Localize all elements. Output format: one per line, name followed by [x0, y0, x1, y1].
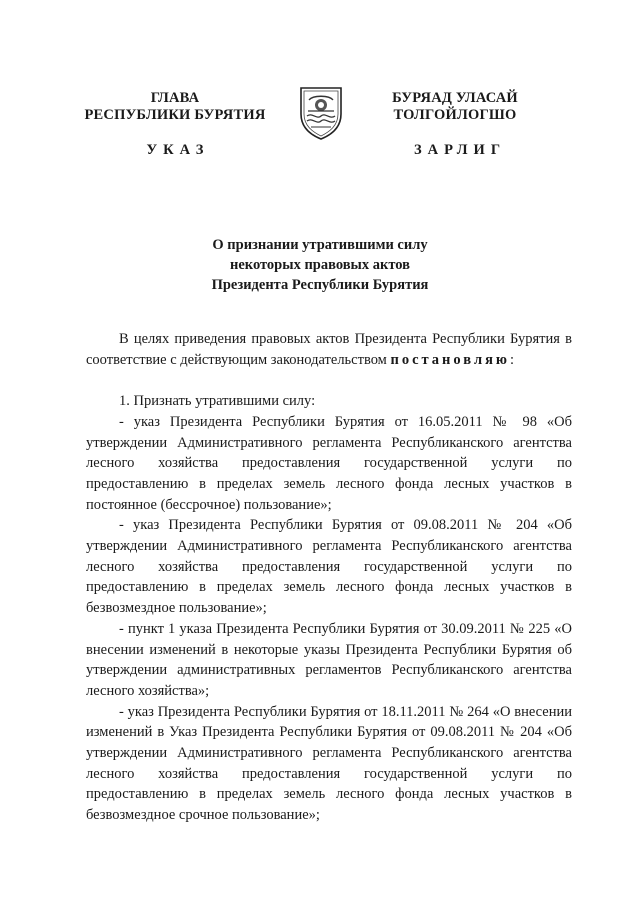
intro-end: : [510, 351, 515, 368]
title-line3: Президента Республики Бурятия [211, 277, 429, 293]
header-left [75, 90, 275, 124]
sub-item-3: - пункт 1 указа Президента Республики Бурятия от 30.09.2011 № 225 «О внесении изменений в некоторые указы Президента Республики Бурятия об утверждении административных регламентов Республиканского агентства лесного хозяйства»; [86, 620, 572, 699]
header-right-line2: ТОЛГОЙЛОГШО [393, 107, 517, 123]
doc-type-right: ЗАРЛИГ [413, 142, 507, 158]
sub-item-4: - указ Президента Республики Бурятия от 18.11.2011 № 264 «О внесении изменений в Указ Президента Республики Бурятия от 09.08.2011 № 204 «Об утверждении Административного регламента Республиканского агентства лесного хозяйства предоставления государственной услуги по предоставлению в пределах земель лесного фонда лесных участков в безвозмездное срочное пользование»; [86, 703, 572, 824]
document-title [90, 235, 550, 295]
intro-keyword: постановляю [390, 351, 511, 368]
title-line2: некоторых правовых актов [229, 257, 411, 273]
header-right-line1: БУРЯАД УЛАСАЙ [392, 90, 518, 106]
header-left-line2: РЕСПУБЛИКИ БУРЯТИЯ [84, 107, 266, 123]
document-body [86, 329, 572, 826]
sub-item-1: - указ Президента Республики Бурятия от 16.05.2011 № 98 «Об утверждении Административного регламента Республиканского агентства лесного хозяйства предоставления государственной услуги по предоставлению в пределах земель лесного фонда лесных участков в постоянное (бессрочное) пользование»; [86, 413, 572, 513]
coat-of-arms-emblem [296, 84, 346, 140]
intro-paragraph [86, 329, 572, 370]
title-line1: О признании утратившими силу [212, 237, 428, 253]
intro-text: В целях приведения правовых актов Президента Республики Бурятия в соответствие с действующим законодательством [86, 331, 572, 368]
header-left-line1: ГЛАВА [150, 90, 200, 106]
doc-type-left: УКАЗ [146, 142, 210, 158]
header-right [355, 90, 555, 124]
sub-item-2: - указ Президента Республики Бурятия от 09.08.2011 № 204 «Об утверждении Административного регламента Республиканского агентства лесного хозяйства предоставления государственной услуги по предоставлению в пределах земель лесного фонда лесных участков в безвозмездное пользование»; [86, 517, 572, 617]
item-1: 1. Признать утратившими силу: [119, 393, 316, 410]
